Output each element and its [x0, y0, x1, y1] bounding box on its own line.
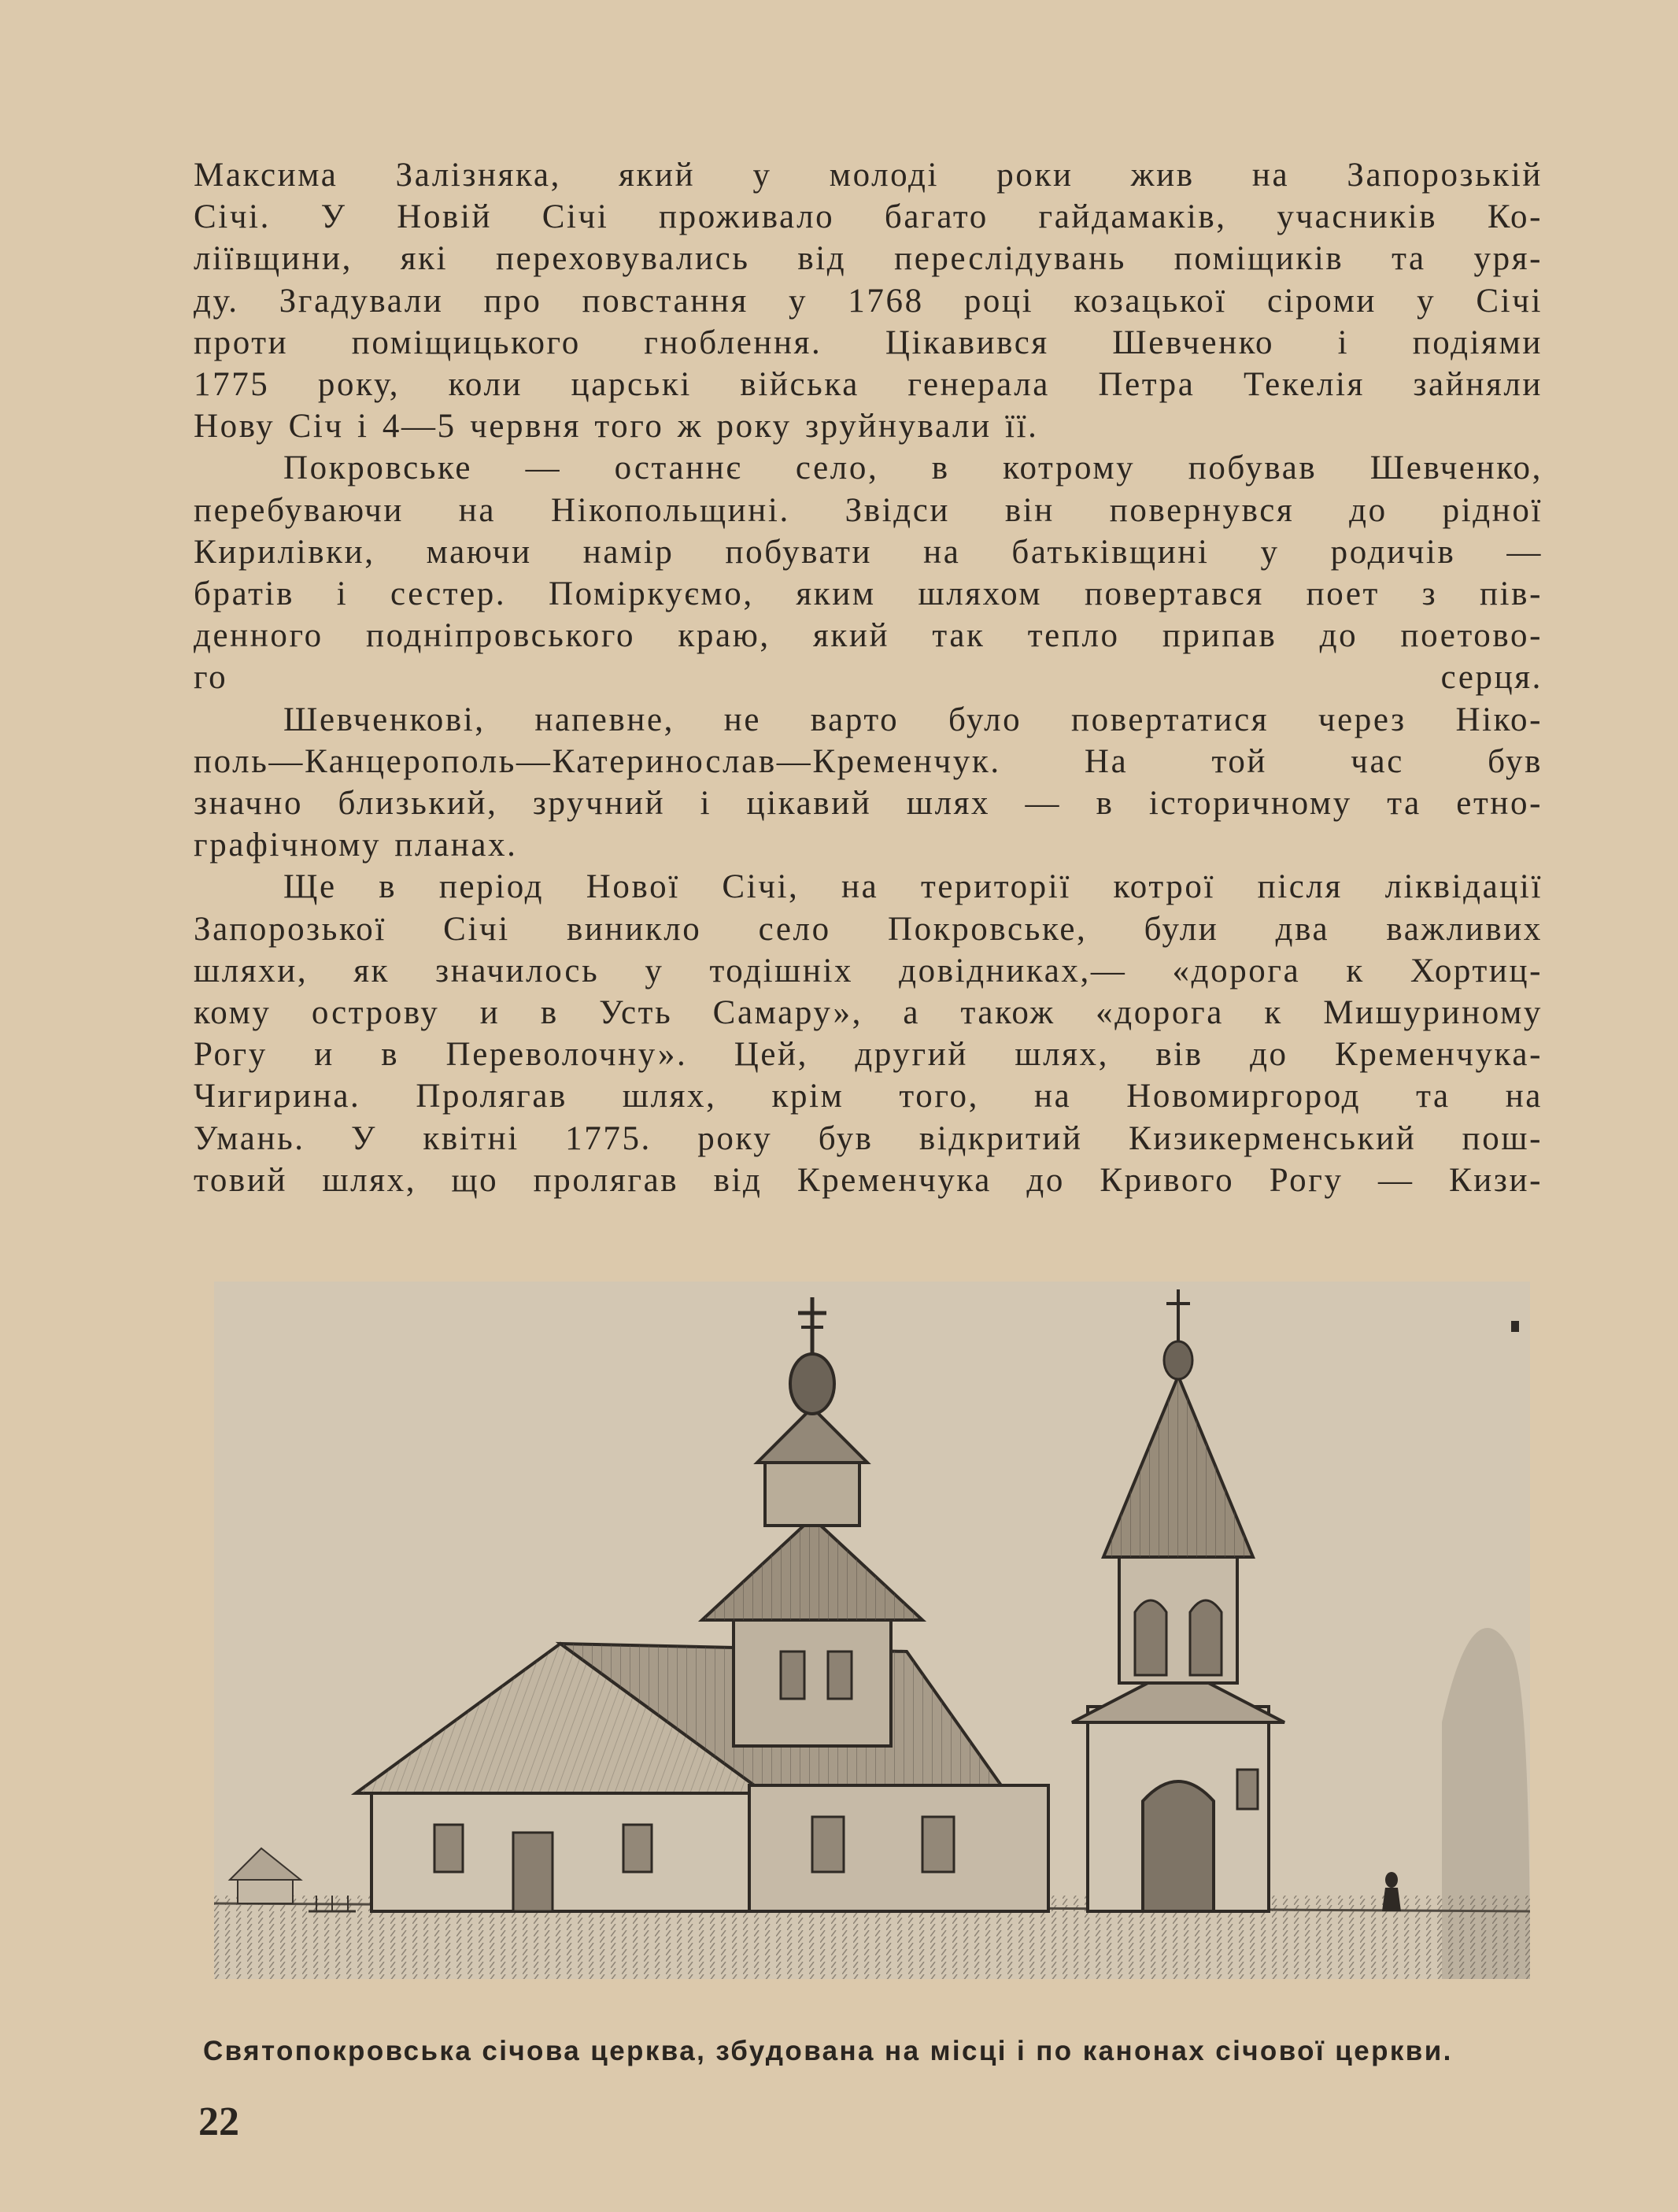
body-text — [194, 154, 1543, 1201]
text-line: Покровське — останнє село, в котрому побував Шевченко, — [283, 449, 1543, 487]
paragraph-3 — [194, 699, 1543, 867]
text-line: братів і сестер. Поміркуємо, яким шляхом повертався поет з пів- — [194, 575, 1543, 613]
text-line: ліївщини, які переховувались від переслідувань поміщиків та уря- — [194, 240, 1543, 278]
text-line: Січі. У Новій Січі проживало багато гайдамаків, учасників Ко- — [194, 198, 1543, 236]
text-line: поль—Канцерополь—Катеринослав—Кременчук. На той час був — [194, 742, 1543, 780]
text-line: товий шлях, що пролягав від Кременчука до Кривого Рогу — Кизи- — [194, 1161, 1543, 1199]
text-line: кому острову и в Усть Самару», а також «дорога к Мишуриному — [194, 994, 1543, 1032]
text-line: графічному планах. — [194, 827, 518, 864]
text-line: Шевченкові, напевне, не варто було повертатися через Ніко- — [283, 701, 1543, 738]
text-line: Чигирина. Пролягав шлях, крім того, на Новомиргород та на — [194, 1078, 1543, 1115]
figure-caption: Святопокровська січова церква, збудована на місці і по канонах січової церкви. — [203, 2036, 1453, 2066]
paragraph-4 — [194, 866, 1543, 1201]
text-line: Умань. У квітні 1775. року був відкритий Кизикерменський пош- — [194, 1119, 1543, 1157]
text-line: Рогу и в Переволочну». Цей, другий шлях, вів до Кременчука- — [194, 1036, 1543, 1074]
text-line: значно близький, зручний і цікавий шлях — в історичному та етно- — [194, 785, 1543, 823]
text-line: Запорозької Січі виникло село Покровське, були два важливих — [194, 910, 1543, 948]
text-line: Кирилівки, маючи намір побувати на батьківщині у родичів — — [194, 533, 1543, 571]
page-number: 22 — [198, 2099, 239, 2144]
text-line: проти поміщицького гноблення. Цікавився Шевченко і подіями — [194, 324, 1543, 361]
text-line: шляхи, як значилось у тодішніх довідниках,— «дорога к Хортиц- — [194, 952, 1543, 989]
church-illustration — [214, 1282, 1530, 1979]
text-line: ду. Згадували про повстання у 1768 році козацької сіроми у Січі — [194, 282, 1543, 320]
paragraph-2 — [194, 447, 1543, 698]
paragraph-1 — [194, 154, 1543, 447]
text-line: Ще в період Нової Січі, на території котрої після ліквідації — [283, 868, 1543, 906]
text-line: Максима Залізняка, який у молоді роки жив на Запорозькій — [194, 157, 1543, 194]
text-line: перебуваючи на Нікопольщині. Звідси він повернувся до рідної — [194, 491, 1543, 529]
church-sketch — [214, 1282, 1530, 1979]
text-line: го серця. — [194, 659, 1543, 697]
text-line: Нову Січ і 4—5 червня того ж року зруйнували її. — [194, 408, 1039, 446]
text-line: 1775 року, коли царські війська генерала Петра Текелія зайняли — [194, 366, 1543, 404]
text-line: денного подніпровського краю, який так тепло припав до поетово- — [194, 617, 1543, 655]
